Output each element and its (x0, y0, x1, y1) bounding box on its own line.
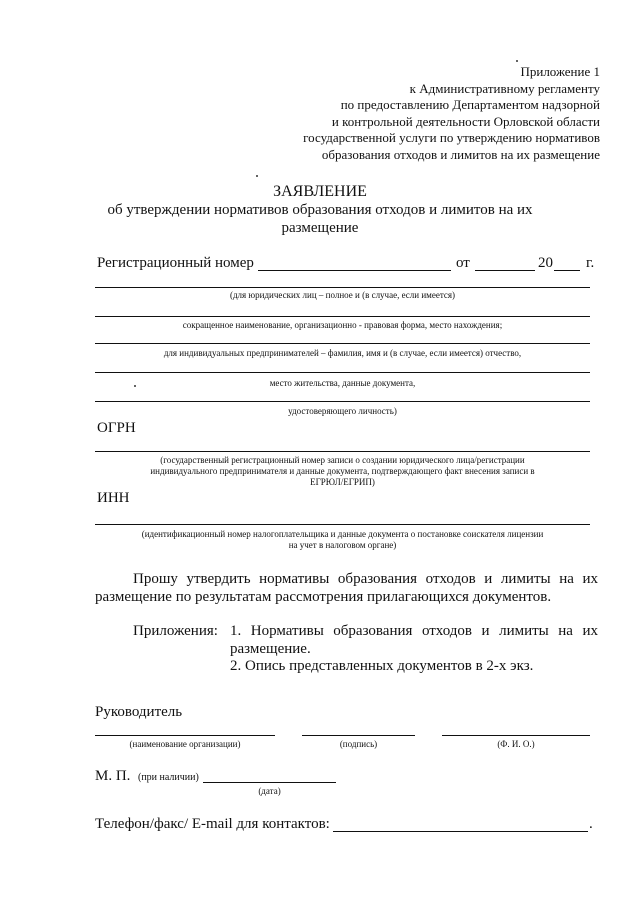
header-line-2: к Административному регламенту (409, 80, 600, 96)
request-line-1: Прошу утвердить нормативы образования отходов и лимиты на их (133, 571, 598, 587)
contacts-label: Телефон/факс/ E-mail для контактов: (95, 816, 330, 832)
caption-fio: (Ф. И. О.) (497, 739, 535, 749)
attachment-item-2: 2. Опись представленных документов в 2-х экз. (230, 658, 534, 674)
scan-speck (256, 175, 258, 177)
registration-date-field[interactable] (475, 270, 535, 271)
scan-speck (134, 385, 136, 387)
document-title: ЗАЯВЛЕНИЕ (273, 183, 367, 200)
inn-field[interactable] (95, 524, 590, 525)
head-label: Руководитель (95, 704, 183, 720)
inn-label: ИНН (97, 490, 130, 506)
caption-inn-2: на учет в налоговом органе) (288, 540, 397, 550)
caption-identity: удостоверяющего личность) (288, 406, 397, 416)
attachment-item-1-cont: размещение. (230, 641, 311, 657)
registration-number-label: Регистрационный номер (97, 255, 254, 271)
document-subtitle-line-1: об утверждении нормативов образования отходов и лимитов на их (107, 202, 533, 218)
header-line-3: по предоставлению Департаментом надзорной (340, 97, 600, 112)
registration-number-field[interactable] (258, 270, 451, 271)
org-name-field[interactable] (95, 735, 275, 736)
attachments-label: Приложения: (133, 623, 218, 639)
caption-inn-1: (идентификационный номер налогоплательщика и данные документа о постановке соискателя лицензии (141, 529, 544, 539)
date-field[interactable] (203, 782, 336, 783)
header-line-5: государственной услуги по утверждению нормативов (303, 130, 600, 145)
caption-ogrn-2: индивидуального предпринимателя и данные документа, подтверждающего факт внесения записи в (150, 466, 535, 476)
stamp-mp-label: М. П. (95, 768, 131, 784)
contacts-field[interactable] (333, 831, 588, 832)
header-line-6: образования отходов и лимитов на их размещение (321, 146, 600, 162)
signature-field[interactable] (302, 735, 415, 736)
attachment-item-1: 1. Нормативы образования отходов и лимиты на их (230, 623, 598, 639)
fio-field[interactable] (442, 735, 590, 736)
request-line-2: размещение по результатам рассмотрения прилагающихся документов. (95, 589, 552, 605)
caption-ogrn-1: (государственный регистрационный номер записи о создании юридического лица/регистрации (160, 455, 525, 465)
registration-year-prefix: 20 (538, 255, 553, 271)
caption-individual: для индивидуальных предпринимателей – фамилия, имя и (в случае, если имеется) отчество, (163, 348, 522, 358)
ogrn-field[interactable] (95, 451, 590, 452)
registration-from-label: от (456, 255, 470, 271)
caption-org-name: (наименование организации) (129, 739, 241, 749)
scan-speck (516, 60, 518, 62)
caption-short-name: сокращенное наименование, организационно - правовая форма, место нахождения; (182, 320, 503, 330)
applicant-name-field-5[interactable] (95, 401, 590, 402)
applicant-name-field-4[interactable] (95, 372, 590, 373)
caption-legal-entity: (для юридических лиц – полное и (в случае, если имеется) (229, 290, 456, 300)
contacts-end-period: . (589, 816, 593, 832)
header-line-1: Приложение 1 (520, 64, 600, 79)
caption-signature: (подпись) (339, 739, 378, 749)
caption-date: (дата) (258, 786, 281, 796)
document-subtitle-line-2: размещение (281, 220, 359, 236)
caption-ogrn-3: ЕГРЮЛ/ЕГРИП) (310, 477, 375, 487)
applicant-name-field-2[interactable] (95, 316, 590, 317)
applicant-name-field-3[interactable] (95, 343, 590, 344)
stamp-if-any-label: (при наличии) (138, 772, 199, 783)
registration-year-suffix: г. (586, 255, 595, 271)
applicant-name-field-1[interactable] (95, 287, 590, 288)
header-line-4: и контрольной деятельности Орловской области (331, 113, 600, 129)
registration-year-field[interactable] (554, 270, 580, 271)
caption-residence: место жительства, данные документа, (269, 378, 416, 388)
document-header (303, 64, 600, 163)
ogrn-label: ОГРН (97, 420, 136, 436)
